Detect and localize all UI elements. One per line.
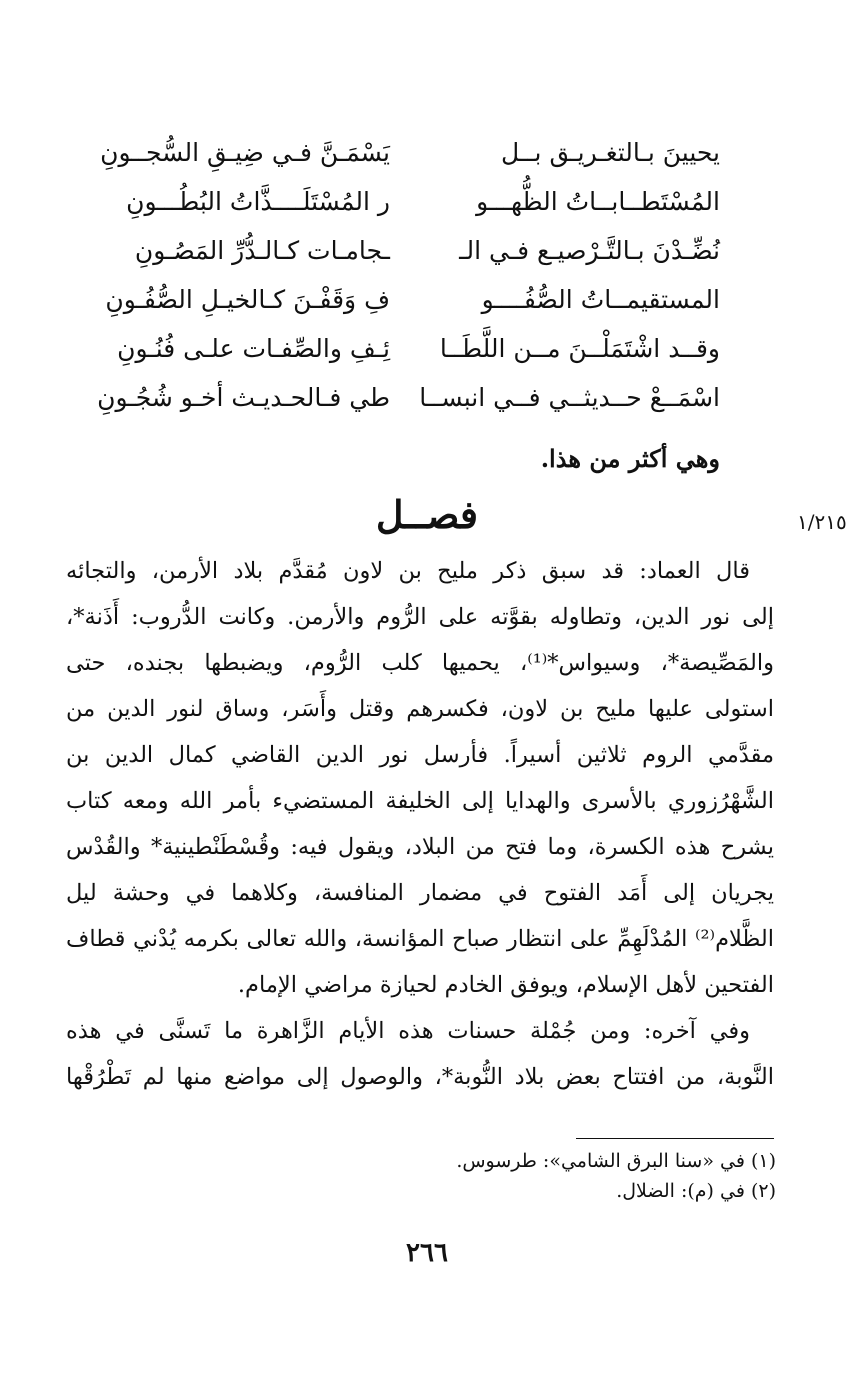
body-line: قال العماد: قد سبق ذكر مليح بن لاون مُقدَّم بلاد الأرمن، والتجائه <box>66 558 750 584</box>
body-line: وفي آخره: ومن جُمْلة حسنات هذه الأيام الزَّاهرة ما تَسنَّى في هذه <box>66 1018 750 1044</box>
poem-verse <box>100 226 720 275</box>
footnote: (٢) في (م): الضلال. <box>616 1180 776 1202</box>
body-line: والمَصِّيصة*، وسيواس*⁽¹⁾، يحميها كلب الرُّوم، ويضبطها بجنده، حتى <box>66 650 774 676</box>
verse-second-hemistich: يَسْمَـنَّ فـي ضِيـقِ السُّجــونِ <box>100 138 390 167</box>
verse-second-hemistich: فِ وَقَفْـنَ كـالخيـلِ الصُّفُـونِ <box>105 285 390 314</box>
body-line: الظَّلام⁽²⁾ المُدْلَهِمِّ على انتظار صباح المؤانسة، والله تعالى بكرمه يُدْني قطاف <box>66 926 774 952</box>
body-line: النَّوبة، من افتتاح بعض بلاد النُّوبة*، والوصول إلى مواضع منها لم تَطْرُقْها <box>66 1064 774 1090</box>
poem-verse <box>97 373 720 422</box>
verse-second-hemistich: ر المُسْتَلَــــذَّاتُ البُطُـــونِ <box>126 187 390 216</box>
poem-verse <box>100 275 720 324</box>
verse-second-hemistich: ئِـفِ والصِّفـات علـى فُنُـونِ <box>117 334 390 363</box>
verse-first-hemistich: نُضِّـدْنَ بـالتَّـرْصيـع فـي الـ <box>459 236 720 265</box>
verse-first-hemistich: يحيينَ بـالتغـريـق بــل <box>500 138 720 167</box>
footnotes <box>300 1146 776 1206</box>
body-line: يشرح هذه الكسرة، وما فتح من البلاد، ويقول فيه: وقُسْطَنْطينية* والقُدْس <box>66 834 774 860</box>
body-line: استولى عليها مليح بن لاون، فكسرهم وقتل وأَسَر، وساق لنور الدين من <box>66 696 774 722</box>
body-line: الفتحين لأهل الإسلام، ويوفق الخادم لحيازة مراضي الإمام. <box>237 972 774 998</box>
footnote: (١) في «سنا البرق الشامي»: طرسوس. <box>456 1150 776 1172</box>
verse-second-hemistich: طي فـالحـديـث أخـو شُجُـونِ <box>97 383 390 412</box>
margin-reference: ١/٢١٥ <box>797 510 847 534</box>
body-line: يجريان إلى أَمَد الفتوح في مضمار المنافسة، وكلاهما في وحشة ليل <box>66 880 774 906</box>
section-title: فصــل <box>375 492 479 537</box>
page-number: ٢٦٦ <box>406 1238 448 1268</box>
verse-first-hemistich: وقــد اشْتَمَلْــنَ مــن اللَّطَــا <box>439 334 720 363</box>
body-line: إلى نور الدين، وتطاوله بقوَّته على الرُّوم والأرمن. وكانت الدُّروب: أَذَنة*، <box>66 604 774 630</box>
poem-verse <box>100 177 720 226</box>
verse-first-hemistich: اسْمَــعْ حــديثــي فــي انبســا <box>419 383 720 412</box>
footnote-divider <box>576 1138 774 1139</box>
verse-first-hemistich: المستقيمــاتُ الصُّفُــــو <box>481 285 720 314</box>
body-line: مقدَّمي الروم ثلاثين أسيراً. فأرسل نور الدين القاضي كمال الدين بن <box>66 742 774 768</box>
poem-verse <box>100 324 720 373</box>
poem-verse <box>100 128 720 177</box>
body-line: الشَّهْرُزوري بالأسرى والهدايا إلى الخليفة المستضيء بأمر الله ومعه كتاب <box>66 788 774 814</box>
verse-first-hemistich: المُسْتَطــابــاتُ الظُّهـــو <box>476 187 720 216</box>
verse-second-hemistich: ـجامـات كـالـدُّرِّ المَصُـونِ <box>134 236 390 265</box>
body-text <box>66 548 774 1100</box>
poem <box>97 128 720 422</box>
poem-note: وهي أكثر من هذا. <box>540 444 720 473</box>
